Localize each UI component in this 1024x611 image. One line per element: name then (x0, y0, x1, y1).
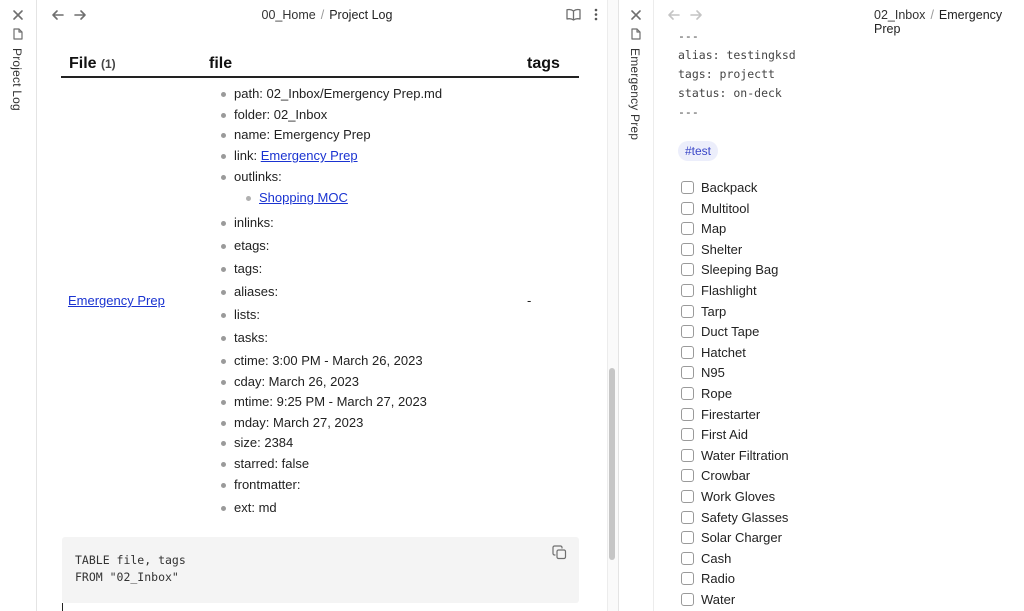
frontmatter-tags[interactable]: tags: projectt (678, 67, 775, 81)
prop-cday: cday: March 26, 2023 (234, 374, 360, 389)
checkbox[interactable] (681, 408, 694, 421)
breadcrumb-parent[interactable]: 02_Inbox (874, 8, 926, 22)
checklist-item-label: Flashlight (701, 283, 757, 298)
reading-view-icon[interactable] (566, 8, 581, 21)
checklist-item-label: Sleeping Bag (701, 262, 779, 278)
dataview-query-codeblock[interactable] (62, 537, 579, 603)
breadcrumb-separator: / (930, 8, 934, 22)
left-pane-scrollbar-thumb[interactable] (609, 368, 615, 560)
checklist-item[interactable] (653, 510, 953, 528)
code-line-2: FROM "02_Inbox" (75, 570, 179, 584)
checklist-item-label: Map (701, 221, 727, 237)
copy-icon[interactable] (552, 545, 567, 560)
list-bullet (221, 400, 226, 405)
table-header-tags[interactable]: tags (527, 55, 560, 72)
checkbox[interactable] (681, 222, 694, 235)
prop-size: size: 2384 (234, 435, 294, 450)
checklist-item[interactable] (653, 427, 953, 445)
prop-folder: folder: 02_Inbox (234, 107, 328, 122)
list-bullet (221, 244, 226, 249)
list-bullet (221, 483, 226, 488)
prop-link (234, 148, 358, 163)
breadcrumb-parent[interactable]: 00_Home (261, 8, 316, 22)
list-bullet-nested (246, 196, 251, 201)
prop-aliases: aliases: (234, 284, 279, 299)
list-bullet (221, 221, 226, 226)
prop-frontmatter: frontmatter: (234, 477, 301, 492)
list-bullet (221, 154, 226, 159)
right-tab-strip (618, 0, 654, 611)
more-options-icon[interactable] (594, 8, 598, 21)
checkbox[interactable] (681, 263, 694, 276)
checklist-item[interactable] (653, 345, 953, 363)
checklist-item-label: Safety Glasses (701, 509, 789, 525)
list-bullet (221, 133, 226, 138)
checkbox[interactable] (681, 572, 694, 585)
list-bullet (221, 313, 226, 318)
checklist-item[interactable] (653, 324, 953, 342)
prop-mday: mday: March 27, 2023 (234, 415, 364, 430)
checklist-item[interactable] (653, 283, 953, 301)
checklist-item[interactable] (653, 386, 953, 404)
prop-starred: starred: false (234, 456, 310, 471)
prop-tasks: tasks: (234, 330, 268, 345)
checkbox[interactable] (681, 366, 694, 379)
prop-name: name: Emergency Prep (234, 127, 371, 142)
tag-pill-test[interactable]: #test (678, 141, 718, 161)
text-cursor (62, 603, 63, 611)
checkbox[interactable] (681, 387, 694, 400)
breadcrumb-current[interactable]: Project Log (329, 8, 393, 22)
vertical-tab-label[interactable]: Emergency Prep (628, 48, 642, 141)
frontmatter-delimiter: --- (678, 105, 699, 119)
list-bullet (221, 462, 226, 467)
checklist-item-label: Cash (701, 550, 732, 566)
header-result-count: (1) (101, 57, 116, 71)
close-icon[interactable] (630, 9, 642, 21)
document-icon[interactable] (13, 28, 23, 40)
list-bullet (221, 336, 226, 341)
list-bullet (221, 92, 226, 97)
prop-link-label: link: (234, 148, 258, 163)
checklist-item[interactable] (653, 201, 953, 219)
prop-ext: ext: md (234, 500, 277, 515)
checkbox[interactable] (681, 284, 694, 297)
list-bullet (221, 267, 226, 272)
checklist-item-label: Firestarter (701, 406, 761, 422)
header-file-label: File (69, 55, 97, 72)
right-editor-pane (653, 0, 1024, 611)
file-properties-list (220, 0, 550, 530)
checkbox[interactable] (681, 490, 694, 503)
emergency-checklist (653, 0, 1024, 611)
breadcrumb-current[interactable]: Emergency Prep (874, 8, 1003, 36)
frontmatter-status[interactable]: status: on-deck (678, 86, 782, 100)
checkbox[interactable] (681, 552, 694, 565)
checkbox[interactable] (681, 511, 694, 524)
checklist-item-label: Water Filtration (701, 447, 789, 463)
checklist-item-label: Tarp (701, 303, 727, 319)
checkbox[interactable] (681, 428, 694, 441)
checklist-item-label: Solar Charger (701, 530, 782, 546)
checklist-item-label: Rope (701, 386, 733, 401)
checklist-item[interactable] (653, 551, 953, 569)
left-editor-pane (37, 0, 617, 611)
checkbox[interactable] (681, 181, 694, 194)
checklist-item-label: Multitool (701, 200, 750, 216)
checklist-item[interactable] (653, 407, 953, 425)
checklist-item[interactable] (653, 221, 953, 239)
checkbox[interactable] (681, 346, 694, 359)
checklist-item-label: N95 (701, 365, 725, 381)
checklist-item[interactable] (653, 304, 953, 322)
prop-link-value[interactable]: Emergency Prep (260, 148, 358, 163)
checklist-item-label: Hatchet (701, 344, 746, 360)
checklist-item-label: Radio (701, 571, 735, 587)
checkbox[interactable] (681, 469, 694, 482)
list-bullet (221, 175, 226, 180)
list-bullet (221, 506, 226, 511)
checklist-item-label: Shelter (701, 241, 743, 257)
checkbox[interactable] (681, 243, 694, 256)
checklist-item[interactable] (653, 530, 953, 548)
left-sidebar-strip (0, 0, 37, 611)
checklist-item-label: Crowbar (701, 468, 751, 484)
table-header-file-count (69, 55, 116, 73)
checklist-item-label: Work Gloves (701, 489, 776, 504)
checklist-item[interactable] (653, 489, 953, 507)
prop-lists: lists: (234, 307, 260, 322)
vertical-tab-label[interactable]: Project Log (10, 48, 24, 111)
checklist-item-label: First Aid (701, 427, 748, 443)
frontmatter-delimiter: --- (678, 29, 699, 43)
prop-ctime: ctime: 3:00 PM - March 26, 2023 (234, 353, 423, 368)
checkbox[interactable] (681, 449, 694, 462)
checkbox[interactable] (681, 325, 694, 338)
checklist-item-label: Backpack (701, 180, 758, 195)
checklist-item[interactable] (653, 180, 953, 198)
checkbox[interactable] (681, 305, 694, 318)
table-header-file[interactable]: file (209, 55, 233, 72)
list-bullet (221, 380, 226, 385)
checklist-item[interactable] (653, 262, 953, 280)
breadcrumb-separator: / (320, 8, 325, 22)
prop-etags: etags: (234, 238, 270, 253)
checklist-item-label: Duct Tape (701, 324, 760, 340)
prop-tags: tags: (234, 261, 263, 276)
list-bullet (221, 441, 226, 446)
frontmatter-alias[interactable]: alias: testingksd (678, 48, 796, 62)
checkbox[interactable] (681, 202, 694, 215)
checklist-item[interactable] (653, 571, 953, 589)
checklist-item[interactable] (653, 365, 953, 383)
prop-inlinks: inlinks: (234, 215, 274, 230)
prop-path: path: 02_Inbox/Emergency Prep.md (234, 86, 443, 101)
checkbox[interactable] (681, 593, 694, 606)
checklist-item[interactable] (653, 448, 953, 466)
checklist-item-label: Water (701, 592, 736, 607)
document-icon[interactable] (631, 28, 641, 40)
prop-mtime: mtime: 9:25 PM - March 27, 2023 (234, 394, 427, 409)
prop-outlinks: outlinks: (234, 169, 282, 184)
list-bullet (221, 359, 226, 364)
outlink-shopping-moc[interactable]: Shopping MOC (259, 190, 348, 205)
list-bullet (221, 290, 226, 295)
checkbox[interactable] (681, 531, 694, 544)
list-bullet (221, 113, 226, 118)
close-icon[interactable] (12, 9, 24, 21)
file-link-emergency-prep[interactable]: Emergency Prep (68, 293, 165, 308)
tags-cell-value: - (527, 293, 532, 308)
code-line-1: TABLE file, tags (75, 553, 186, 567)
checklist-item[interactable] (653, 468, 953, 486)
list-bullet (221, 421, 226, 426)
checklist-item[interactable] (653, 592, 953, 610)
checklist-item[interactable] (653, 242, 953, 260)
